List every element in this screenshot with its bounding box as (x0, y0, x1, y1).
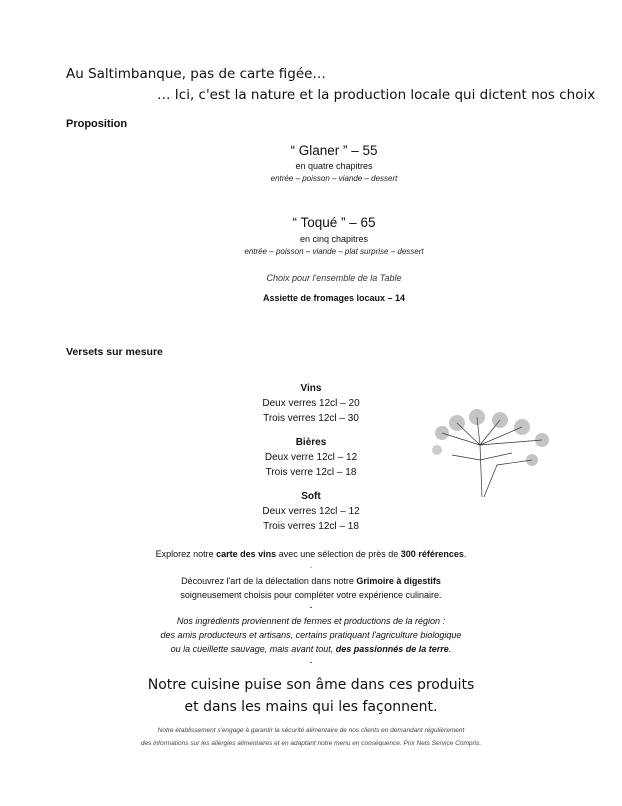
menu-glaner-courses: entrée – poisson – viande – dessert (270, 174, 398, 183)
wine-list-info: Explorez notre carte des vins avec une sélection de près de 300 références. (155, 549, 467, 559)
proposition-heading: Proposition (66, 118, 128, 130)
menu-toque-title: “ Toqué ” – 65 (292, 215, 376, 230)
ingredients-line1: Nos ingrédients proviennent de fermes et productions de la région : (176, 616, 446, 626)
group-bieres-item: Deux verre 12cl – 12 (264, 452, 358, 463)
closing-line2: et dans les mains qui les façonnent. (184, 699, 438, 715)
group-vins-title: Vins (300, 383, 322, 394)
group-soft-item: Deux verres 12cl – 12 (262, 506, 360, 517)
separator: - (309, 562, 313, 572)
versets-heading: Versets sur mesure (66, 346, 163, 358)
footnote-line2: des informations sur les allergies alimentaires et en adaptant notre menu en conséquence. Prix Nets Service Compris. (140, 740, 482, 747)
ingredients-line2: des amis producteurs et artisans, certains pratiquant l'agriculture biologique (160, 630, 462, 640)
menu-glaner-subtitle: en quatre chapitres (295, 161, 373, 171)
separator: - (309, 602, 313, 612)
group-vins-item: Deux verres 12cl – 20 (262, 398, 360, 409)
footnote-line1: Notre établissement s'engage à garantir la sécurité alimentaire de nos clients en demandant régulièrement (157, 727, 465, 734)
group-soft-title: Soft (301, 491, 321, 502)
ingredients-line3: ou la cueillette sauvage, mais avant tout, des passionnés de la terre. (170, 644, 452, 654)
closing-line1: Notre cuisine puise son âme dans ces produits (147, 677, 475, 693)
table-choice-note: Choix pour l'ensemble de la Table (266, 273, 402, 283)
menu-glaner-title: “ Glaner ” – 55 (290, 143, 378, 158)
menu-toque-courses: entrée – poisson – viande – plat surprise – dessert (244, 247, 424, 256)
wine-list-link: carte des vins (216, 549, 277, 559)
digestif-info-line2: soigneusement choisis pour compléter votre expérience culinaire. (180, 590, 442, 600)
intro-line1: Au Saltimbanque, pas de carte figée… (66, 66, 326, 82)
group-bieres-title: Bières (295, 437, 327, 448)
group-soft-item: Trois verres 12cl – 18 (263, 521, 359, 532)
intro-line2: … Ici, c'est la nature et la production locale qui dictent nos choix (157, 87, 596, 103)
digestif-info: Découvrez l'art de la délectation dans notre Grimoire à digestifs (181, 576, 441, 586)
cheese-plate: Assiette de fromages locaux – 14 (262, 293, 406, 303)
separator: - (309, 657, 313, 667)
group-vins-item: Trois verres 12cl – 30 (263, 413, 359, 424)
group-bieres-item: Trois verre 12cl – 18 (265, 467, 357, 478)
wild-carrot-illustration (422, 405, 562, 500)
menu-toque-subtitle: en cinq chapitres (299, 234, 369, 244)
